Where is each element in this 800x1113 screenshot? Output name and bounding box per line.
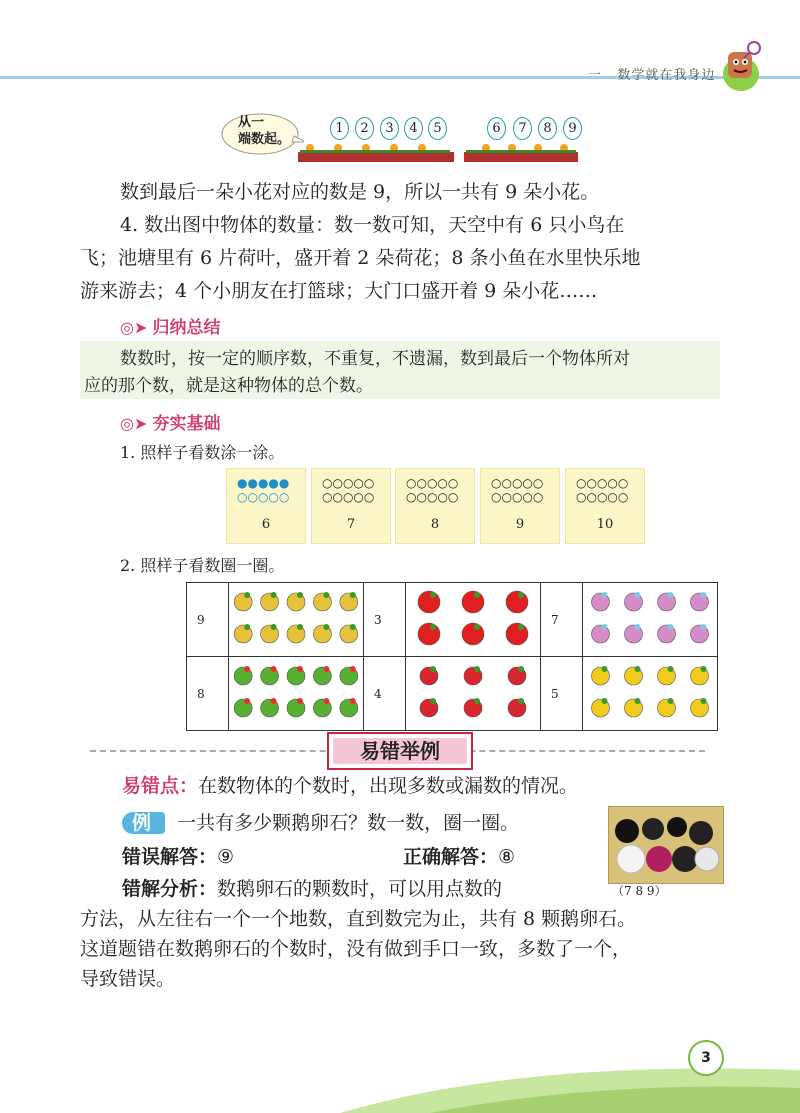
chick-icon [658,666,676,685]
apple-icon [462,623,484,645]
dot-card: ○○○○○ ○○○○○ 7 [311,468,391,544]
running-header: 一 数学就在我身边 [588,68,716,83]
butterfly-icon [592,624,610,643]
butterfly-icon [691,624,709,643]
apple-icon [506,623,528,645]
flower-planter-icon [296,140,456,166]
grid-number: 4 [364,657,406,731]
grid-number: 9 [187,583,229,657]
parrot-icon [287,666,305,685]
dot-card: ●●●●● ○○○○○ 6 [226,468,306,544]
chick-icon [584,658,716,725]
parrot-icon [234,666,252,685]
duck-icon [261,624,279,643]
section-banner: 易错举例 [327,732,473,770]
chick-icon [691,698,709,717]
chick-icon [625,666,643,685]
duck-icon [234,624,252,643]
apple-icon [462,591,484,613]
count-number: 1 [330,117,349,140]
count-number: 6 [487,117,506,140]
butterfly-icon [625,592,643,611]
parrot-icon [340,698,358,717]
parrot-icon [261,666,279,685]
strawberry-icon [464,666,482,685]
bubble-text: 从一 端数起。 [238,115,291,147]
parrot-icon [313,698,331,717]
dot-card: ○○○○○ ○○○○○ 8 [395,468,475,544]
apple-icon [418,623,440,645]
parrot-icon [230,658,362,725]
count-number: 5 [428,117,447,140]
chick-icon [658,698,676,717]
duck-icon [340,592,358,611]
grid-pictures [406,657,541,731]
mascot-icon [718,40,764,92]
summary-text: 应的那个数，就是这种物体的总个数。 [84,376,373,396]
example-badge: 例 [122,812,165,834]
analysis-line: 导致错误。 [80,968,176,990]
footer-wave [0,1030,800,1113]
strawberry-icon [464,698,482,717]
eye-icon: ◎➤ [120,414,148,433]
count-number: 2 [355,117,374,140]
grid-pictures [229,583,364,657]
duck-icon [313,624,331,643]
butterfly-icon [584,584,716,651]
page-number: 3 [688,1040,724,1076]
paragraph: 数到最后一朵小花对应的数是 9，所以一共有 9 朵小花。 [120,181,600,203]
count-number: 8 [538,117,557,140]
parrot-icon [340,666,358,685]
question-1: 1. 照样子看数涂一涂。 [120,443,285,462]
grid-pictures [583,583,718,657]
chick-icon [592,698,610,717]
butterfly-icon [658,624,676,643]
butterfly-icon [592,592,610,611]
wrong-answer: 错误解答：⑨ [122,846,235,868]
chick-icon [592,666,610,685]
parrot-icon [261,698,279,717]
counting-grid [186,582,718,731]
paragraph: 游来游去；4 个小朋友在打篮球；大门口盛开着 9 朵小花…… [80,280,598,302]
analysis-line: 方法，从左往右一个一个地数，直到数完为止，共有 8 颗鹅卵石。 [80,908,637,930]
dot-card: ○○○○○ ○○○○○ 9 [480,468,560,544]
section-heading-basics: ◎➤ 夯实基础 [120,414,221,434]
grid-number: 3 [364,583,406,657]
parrot-icon [313,666,331,685]
butterfly-icon [691,592,709,611]
error-point: 易错点：在数物体的个数时，出现多数或漏数的情况。 [122,775,579,797]
strawberry-icon [420,666,438,685]
count-number: 3 [380,117,399,140]
duck-icon [261,592,279,611]
count-number: 7 [513,117,532,140]
apple-icon [506,591,528,613]
duck-icon [340,624,358,643]
grid-pictures [406,583,541,657]
analysis-line: 错解分析：数鹅卵石的颗数时，可以用点数的 [122,878,503,900]
grid-pictures [583,657,718,731]
strawberry-icon [508,698,526,717]
right-answer: 正确解答：⑧ [403,846,516,868]
pebbles-image [608,806,724,884]
strawberry-icon [508,666,526,685]
apple-icon [418,591,440,613]
count-number: 4 [404,117,423,140]
grid-pictures [229,657,364,731]
eye-icon: ◎➤ [120,318,148,337]
flower-planter-icon [462,140,580,166]
duck-icon [234,592,252,611]
grid-number: 8 [187,657,229,731]
grid-number: 7 [541,583,583,657]
chick-icon [691,666,709,685]
duck-icon [287,624,305,643]
summary-text: 数数时，按一定的顺序数，不重复，不遗漏，数到最后一个物体所对 [120,349,630,369]
duck-icon [287,592,305,611]
chick-icon [625,698,643,717]
strawberry-icon [407,658,539,725]
butterfly-icon [658,592,676,611]
strawberry-icon [420,698,438,717]
example-line: 例 一共有多少颗鹅卵石？数一数，圈一圈。 [122,808,519,835]
analysis-line: 这道题错在数鹅卵石的个数时，没有做到手口一致，多数了一个， [80,938,632,960]
section-heading-summary: ◎➤ 归纳总结 [120,318,221,338]
parrot-icon [287,698,305,717]
paragraph: 飞；池塘里有 6 片荷叶，盛开着 2 朵荷花；8 条小鱼在水里快乐地 [80,247,641,269]
grid-number: 5 [541,657,583,731]
dot-card: ○○○○○ ○○○○○ 10 [565,468,645,544]
count-number: 9 [563,117,582,140]
pebbles-caption: （7 8 9） [612,884,667,898]
duck-icon [230,584,362,651]
butterfly-icon [625,624,643,643]
apple-icon [407,584,539,651]
duck-icon [313,592,331,611]
parrot-icon [234,698,252,717]
question-2: 2. 照样子看数圈一圈。 [120,556,285,575]
paragraph: 4. 数出图中物体的数量：数一数可知，天空中有 6 只小鸟在 [120,214,625,236]
